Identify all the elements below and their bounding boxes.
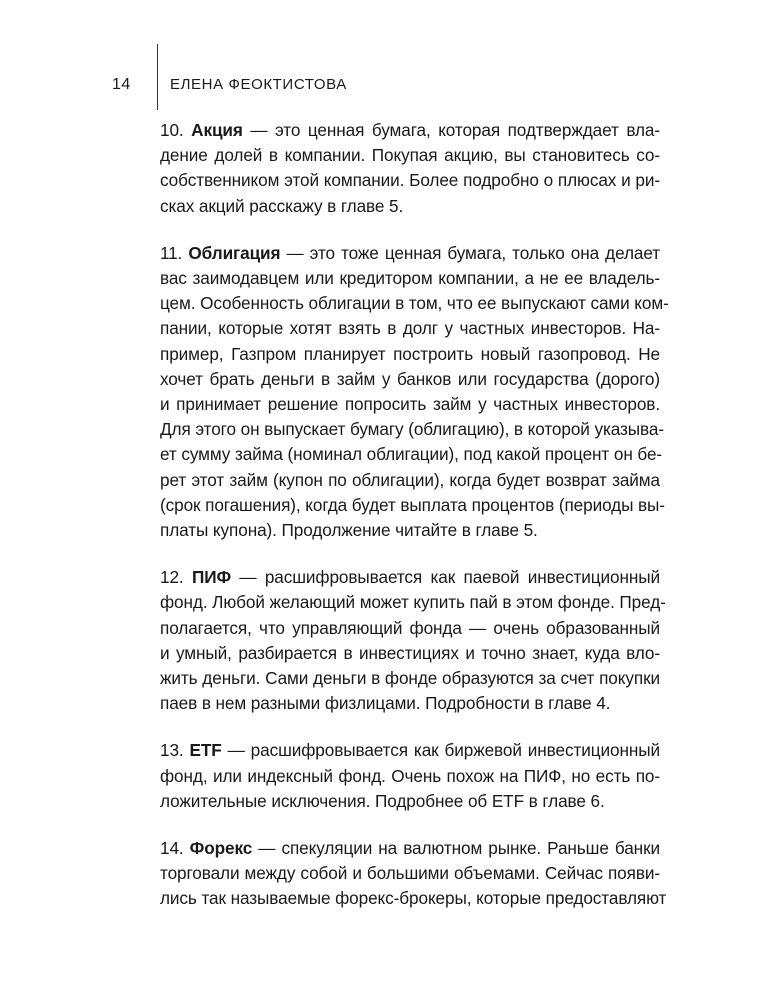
text-line: и умный, разбирается в инвестициях и точно знает, куда вло- — [160, 642, 660, 663]
glossary-entry-10 — [160, 118, 660, 219]
text-line: лись так называемые форекс-брокеры, которые предоставляют — [160, 888, 667, 909]
glossary-entry-14 — [160, 836, 667, 912]
entry-term: Форекс — [189, 838, 253, 859]
text-line: пании, которые хотят взять в долг у частных инвесторов. На- — [160, 318, 660, 339]
header-divider — [157, 44, 158, 110]
text-line: паев в нем разными физлицами. Подробности в главе 4. — [160, 693, 611, 714]
text-line: торговали между собой и большими объемами. Сейчас появи- — [160, 863, 660, 884]
entry-term: Акция — [191, 120, 243, 140]
text-line: ет сумму займа (номинал облигации), под какой процент он бе- — [160, 444, 663, 465]
entry-number: 14. — [160, 838, 184, 859]
entry-number: 11. — [160, 242, 183, 263]
text-line: полагается, что управляющий фонда — очень образованный — [160, 617, 660, 638]
entry-number: 10. — [160, 120, 184, 140]
text-line: платы купона). Продолжение читайте в главе 5. — [160, 520, 538, 541]
text-line: и принимает решение попросить займ у частных инвесторов. — [160, 394, 660, 415]
glossary-entry-12 — [160, 565, 666, 716]
page-number: 14 — [112, 76, 131, 93]
text-line: рет этот займ (купон по облигации), когда будет возврат займа — [160, 469, 660, 490]
text-line: вас заимодавцем или кредитором компании, а не ее владель- — [160, 268, 660, 289]
text-line: жить деньги. Сами деньги в фонде образуются за счет покупки — [160, 668, 660, 689]
text-line: пример, Газпром планирует построить новый газопровод. Не — [160, 343, 660, 364]
body-text — [160, 118, 669, 934]
page-header — [0, 70, 759, 110]
entry-term: ETF — [189, 740, 222, 761]
glossary-entry-13 — [160, 738, 660, 814]
text-line: — расшифровывается как биржевой инвестиционный — [221, 740, 660, 761]
text-line: сках акций расскажу в главе 5. — [160, 195, 404, 216]
text-line: Для этого он выпускает бумагу (облигацию), в которой указыва- — [160, 419, 664, 440]
text-line: цем. Особенность облигации в том, что ее выпускают сами ком- — [160, 293, 669, 314]
text-line: хочет брать деньги в займ у банков или государства (дорого) — [160, 368, 660, 389]
entry-number: 13. — [160, 740, 184, 761]
text-line: собственником этой компании. Более подробно о плюсах и ри- — [160, 170, 660, 191]
text-line: — это ценная бумага, которая подтверждает вла- — [242, 120, 660, 140]
text-line: фонд. Любой желающий может купить пай в этом фонде. Пред- — [160, 592, 666, 613]
entry-term: ПИФ — [191, 567, 232, 588]
text-line: фонд, или индексный фонд. Очень похож на ПИФ, но есть по- — [160, 765, 660, 786]
text-line: — это тоже ценная бумага, только она делает — [280, 242, 660, 263]
entry-term: Облигация — [188, 242, 281, 263]
text-line: ложительные исключения. Подробнее об ETF в главе 6. — [160, 790, 605, 811]
glossary-entry-11 — [160, 241, 669, 543]
text-line: — спекуляции на валютном рынке. Раньше банки — [252, 838, 660, 859]
running-head: ЕЛЕНА ФЕОКТИСТОВА — [170, 76, 347, 93]
text-line: дение долей в компании. Покупая акцию, вы становитесь со- — [160, 145, 660, 166]
entry-number: 12. — [160, 567, 184, 588]
text-line: — расшифровывается как паевой инвестиционный — [231, 567, 660, 588]
text-line: (срок погашения), когда будет выплата процентов (периоды вы- — [160, 494, 665, 515]
